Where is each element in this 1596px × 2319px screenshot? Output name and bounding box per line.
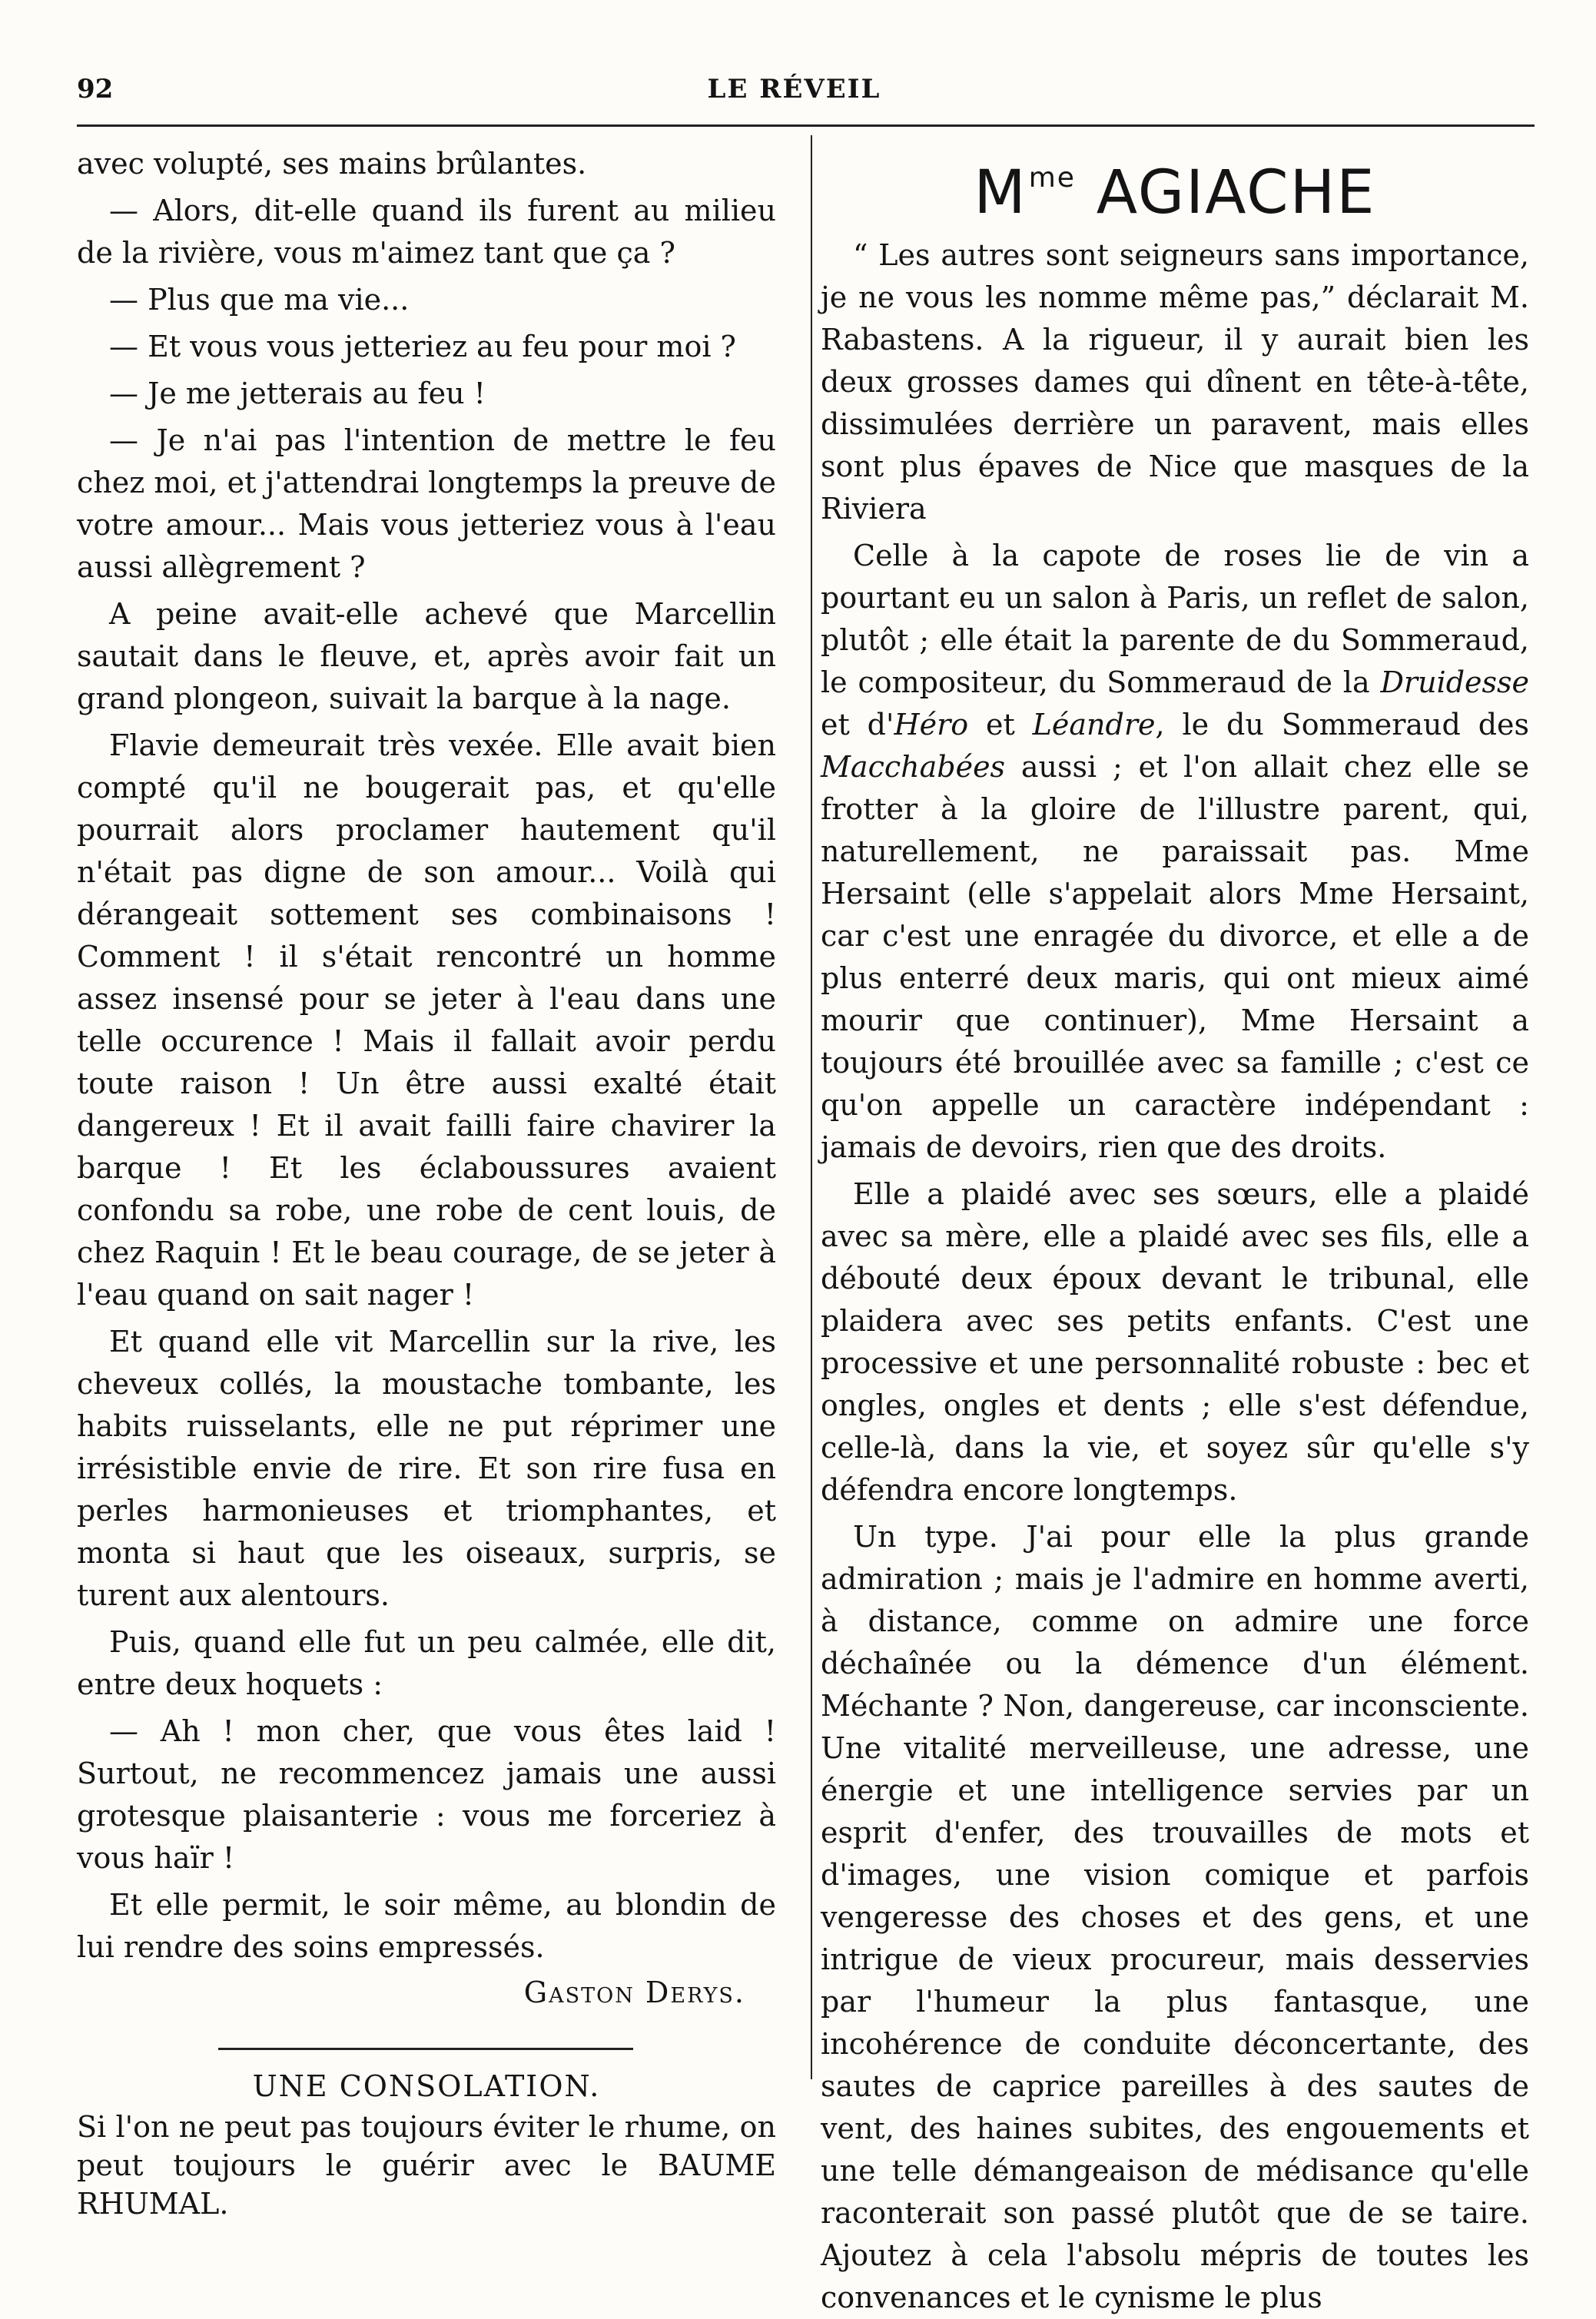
- paragraph: “ Les autres sont seigneurs sans importance, je ne vous les nomme même pas,” déclarait M. Rabastens. A la rigueur, il y aurait bien les deux grosses dames qui dînent en tête-à-tête, dissimulées derrière un paravent, mais elles sont plus épaves de Nice que masques de la Riviera: [821, 238, 1529, 526]
- paragraph: — Alors, dit-elle quand ils furent au milieu de la rivière, vous m'aimez tant que ça ?: [77, 194, 776, 270]
- page-header: [77, 74, 1511, 112]
- title-superscript: me: [1028, 162, 1076, 194]
- italic-title: Léandre: [1032, 708, 1156, 741]
- right-column: [821, 143, 1529, 2319]
- paragraph: — Et vous vous jetteriez au feu pour moi ?: [109, 330, 736, 363]
- paragraph: — Je me jetterais au feu !: [109, 377, 486, 410]
- paragraph: Et elle permit, le soir même, au blondin de lui rendre des soins empressés.: [77, 1888, 776, 1964]
- author-signature: Gaston Derys.: [523, 1976, 745, 2009]
- page-number: 92: [77, 74, 114, 105]
- italic-title: Héro: [894, 708, 969, 741]
- journal-title: LE RÉVEIL: [707, 74, 881, 105]
- notice-text: Si l'on ne peut pas toujours éviter le rhume, on peut toujours le guérir avec le BAUME RHUMAL.: [77, 2110, 776, 2221]
- paragraph: A peine avait-elle achevé que Marcellin sautait dans le fleuve, et, après avoir fait un grand plongeon, suivait la barque à la nage.: [77, 597, 776, 715]
- notice-title: UNE CONSOLATION.: [252, 2069, 601, 2103]
- paragraph: [821, 535, 1529, 1169]
- text-run: Celle à la capote de roses lie de vin a pourtant eu un salon à Paris, un reflet de salon, plutôt ; elle était la parente de du Sommeraud, le compositeur, du Sommeraud de la: [821, 539, 1529, 699]
- paragraph: Puis, quand elle fut un peu calmée, elle dit, entre deux hoquets :: [77, 1625, 776, 1701]
- paragraph: Flavie demeurait très vexée. Elle avait bien compté qu'il ne bougerait pas, et qu'elle pourrait alors proclamer hautement qu'il n'était pas digne de son amour... Voilà qui dérangeait sottement ses combinaisons ! Comment ! il s'était rencontré un homme assez insensé pour se jeter à l'eau dans une telle occurence ! Mais il fallait avoir perdu toute raison ! Un être aussi exalté était dangereux ! Et il avait failli faire chavirer la barque ! Et les éclaboussures avaient confondu sa robe, une robe de cent louis, de chez Raquin ! Et le beau courage, de se jeter à l'eau quand on sait nager !: [77, 728, 776, 1312]
- paragraph: — Plus que ma vie...: [109, 283, 410, 317]
- paragraph: — Je n'ai pas l'intention de mettre le feu chez moi, et j'attendrai longtemps la preuve de votre amour... Mais vous jetteriez vous à l'eau aussi allègrement ?: [77, 423, 776, 584]
- paragraph: — Ah ! mon cher, que vous êtes laid ! Surtout, ne recommencez jamais une aussi grotesque plaisanterie : vous me forceriez à vous haïr !: [77, 1714, 776, 1875]
- article-title: [821, 143, 1529, 228]
- text-run: aussi ; et l'on allait chez elle se frotter à la gloire de l'illustre parent, qui, naturellement, ne paraissait pas. Mme Hersaint (elle s'appelait alors Mme Hersaint, car c'est une enragée du divorce, et elle a de plus enterré deux maris, qui ont mieux aimé mourir que continuer), Mme Hersaint a toujours été brouillée avec sa famille ; c'est ce qu'on appelle un caractère indépendant : jamais de devoirs, rien que des droits.: [821, 750, 1529, 1164]
- italic-title: Druidesse: [1380, 665, 1529, 699]
- text-run: et: [968, 708, 1033, 741]
- left-column: [77, 143, 776, 2223]
- text-run: et d': [821, 708, 894, 741]
- title-name: AGIACHE: [1075, 158, 1376, 227]
- text-run: , le du Sommeraud des: [1155, 708, 1530, 741]
- section-separator: [218, 2048, 633, 2050]
- paragraph: Un type. J'ai pour elle la plus grande admiration ; mais je l'admire en homme averti, à distance, comme on admire une force déchaînée ou la démence d'un élément. Méchante ? Non, dangereuse, car inconsciente. Une vitalité merveilleuse, une adresse, une énergie et une intelligence servies par un esprit d'enfer, des trouvailles de mots et d'images, une vision comique et parfois vengeresse des choses et des gens, et une intrigue de vieux procureur, mais desservies par l'humeur la plus fantasque, une incohérence de conduite déconcertante, des sautes de caprice pareilles à des sautes de vent, des haines subites, des engouements et une telle démangeaison de médisance qu'elle raconterait son passé plutôt que de se taire. Ajoutez à cela l'absolu mépris de toutes les convenances et le cynisme le plus: [821, 1520, 1529, 2314]
- paragraph: Et quand elle vit Marcellin sur la rive, les cheveux collés, la moustache tombante, les habits ruisselants, elle ne put réprimer une irrésistible envie de rire. Et son rire fusa en perles harmonieuses et triomphantes, et monta si haut que les oiseaux, surpris, se turent aux alentours.: [77, 1325, 776, 1612]
- column-divider: [811, 135, 812, 2079]
- header-rule: [77, 124, 1535, 127]
- paragraph: Elle a plaidé avec ses sœurs, elle a plaidé avec sa mère, elle a plaidé avec ses fils, elle a débouté deux époux devant le tribunal, elle plaidera avec ses petits enfants. C'est une processive et une personnalité robuste : bec et ongles, ongles et dents ; elle s'est défendue, celle-là, dans la vie, et soyez sûr qu'elle s'y défendra encore longtemps.: [821, 1177, 1529, 1507]
- italic-title: Macchabées: [821, 750, 1006, 784]
- title-initial: M: [974, 158, 1027, 227]
- paragraph: avec volupté, ses mains brûlantes.: [77, 147, 587, 181]
